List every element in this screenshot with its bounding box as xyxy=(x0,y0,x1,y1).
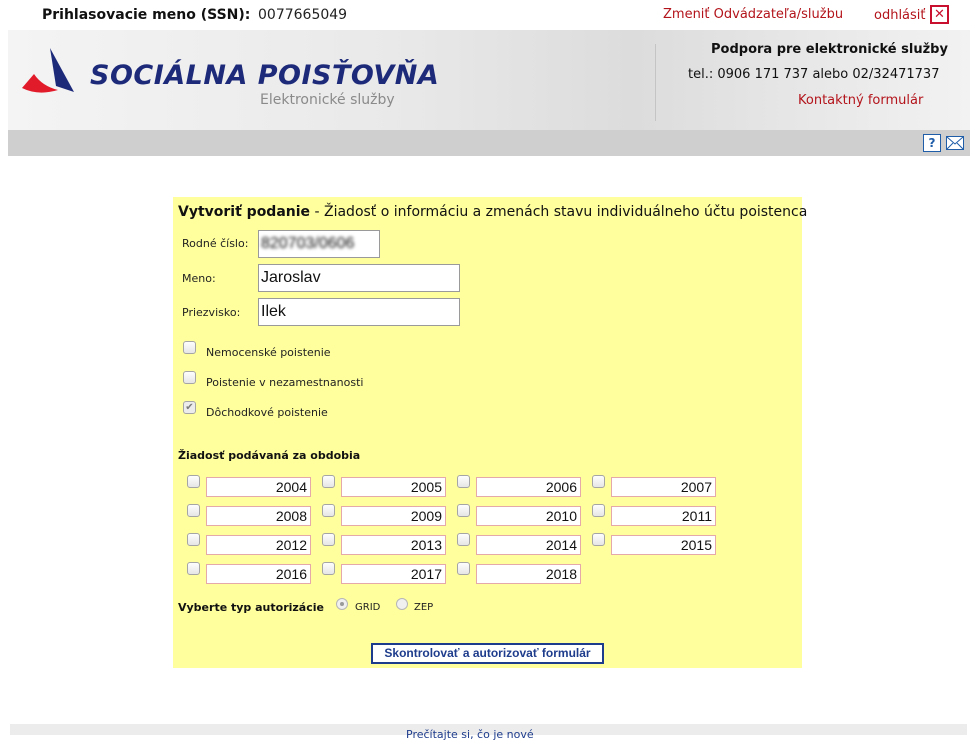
year-field[interactable]: 2012 xyxy=(206,535,311,555)
rodne-cislo-value: 820703/0606 xyxy=(261,235,355,252)
zep-label: ZEP xyxy=(414,602,434,613)
priezvisko-label: Priezvisko: xyxy=(182,306,241,319)
form-heading-rest: - Žiadosť o informáciu a zmenách stavu individuálneho účtu poistenca xyxy=(310,204,808,220)
year-field[interactable]: 2015 xyxy=(611,535,716,555)
toolbar xyxy=(8,130,970,156)
year-field[interactable]: 2017 xyxy=(341,564,446,584)
footer-link[interactable]: Prečítajte si, čo je nové xyxy=(406,728,534,741)
year-field[interactable]: 2007 xyxy=(611,477,716,497)
ssn-label: Prihlasovacie meno (SSN): xyxy=(42,7,251,23)
year-checkbox[interactable] xyxy=(322,533,335,546)
meno-label: Meno: xyxy=(182,272,216,285)
dochodkove-label: Dôchodkové poistenie xyxy=(206,406,328,419)
grid-radio[interactable] xyxy=(336,598,348,610)
logo-subtitle: Elektronické služby xyxy=(260,92,395,108)
year-checkbox[interactable] xyxy=(322,504,335,517)
support-phone: tel.: 0906 171 737 alebo 02/32471737 xyxy=(688,67,940,82)
grid-label: GRID xyxy=(355,602,381,613)
period-title: Žiadosť podávaná za obdobia xyxy=(178,449,361,462)
year-field[interactable]: 2008 xyxy=(206,506,311,526)
meno-input[interactable]: Jaroslav xyxy=(258,264,460,292)
year-checkbox[interactable] xyxy=(322,475,335,488)
rodne-cislo-input[interactable] xyxy=(258,230,380,258)
year-field[interactable]: 2005 xyxy=(341,477,446,497)
contact-form-link[interactable]: Kontaktný formulár xyxy=(798,93,924,108)
nezamestnanost-label: Poistenie v nezamestnanosti xyxy=(206,376,364,389)
year-checkbox[interactable] xyxy=(592,504,605,517)
change-employer-link[interactable]: Zmeniť Odvádzateľa/službu xyxy=(663,7,844,22)
year-field[interactable]: 2016 xyxy=(206,564,311,584)
year-checkbox[interactable] xyxy=(457,533,470,546)
dochodkove-checkbox[interactable]: ✔ xyxy=(183,401,196,414)
year-checkbox[interactable] xyxy=(592,533,605,546)
logo-icon xyxy=(20,46,80,98)
submit-button[interactable]: Skontrolovať a autorizovať formulár xyxy=(371,643,604,664)
nemocenske-checkbox[interactable] xyxy=(183,341,196,354)
year-field[interactable]: 2011 xyxy=(611,506,716,526)
year-checkbox[interactable] xyxy=(457,504,470,517)
year-checkbox[interactable] xyxy=(592,475,605,488)
year-checkbox[interactable] xyxy=(322,562,335,575)
year-field[interactable]: 2006 xyxy=(476,477,581,497)
year-checkbox[interactable] xyxy=(187,562,200,575)
year-field[interactable]: 2018 xyxy=(476,564,581,584)
ssn-value: 0077665049 xyxy=(258,7,348,23)
year-checkbox[interactable] xyxy=(457,475,470,488)
priezvisko-input[interactable]: Ilek xyxy=(258,298,460,326)
support-title: Podpora pre elektronické služby xyxy=(711,42,948,57)
nezamestnanost-checkbox[interactable] xyxy=(183,371,196,384)
year-field[interactable]: 2010 xyxy=(476,506,581,526)
year-checkbox[interactable] xyxy=(187,533,200,546)
year-checkbox[interactable] xyxy=(187,504,200,517)
year-checkbox[interactable] xyxy=(187,475,200,488)
mail-icon[interactable] xyxy=(946,134,964,152)
logo-title: SOCIÁLNA POISŤOVŇA xyxy=(90,60,440,91)
year-field[interactable]: 2004 xyxy=(206,477,311,497)
form-heading xyxy=(178,204,807,220)
zep-radio[interactable] xyxy=(396,598,408,610)
logout-link[interactable]: odhlásiť xyxy=(874,8,926,23)
year-field[interactable]: 2014 xyxy=(476,535,581,555)
close-x-icon[interactable]: ✕ xyxy=(930,5,949,24)
auth-type-label: Vyberte typ autorizácie xyxy=(178,601,324,614)
header-divider xyxy=(655,44,656,121)
help-icon[interactable]: ? xyxy=(923,134,941,152)
year-field[interactable]: 2009 xyxy=(341,506,446,526)
year-field[interactable]: 2013 xyxy=(341,535,446,555)
year-checkbox[interactable] xyxy=(457,562,470,575)
rodne-cislo-label: Rodné číslo: xyxy=(182,237,249,250)
nemocenske-label: Nemocenské poistenie xyxy=(206,346,331,359)
form-heading-bold: Vytvoriť podanie xyxy=(178,204,311,220)
